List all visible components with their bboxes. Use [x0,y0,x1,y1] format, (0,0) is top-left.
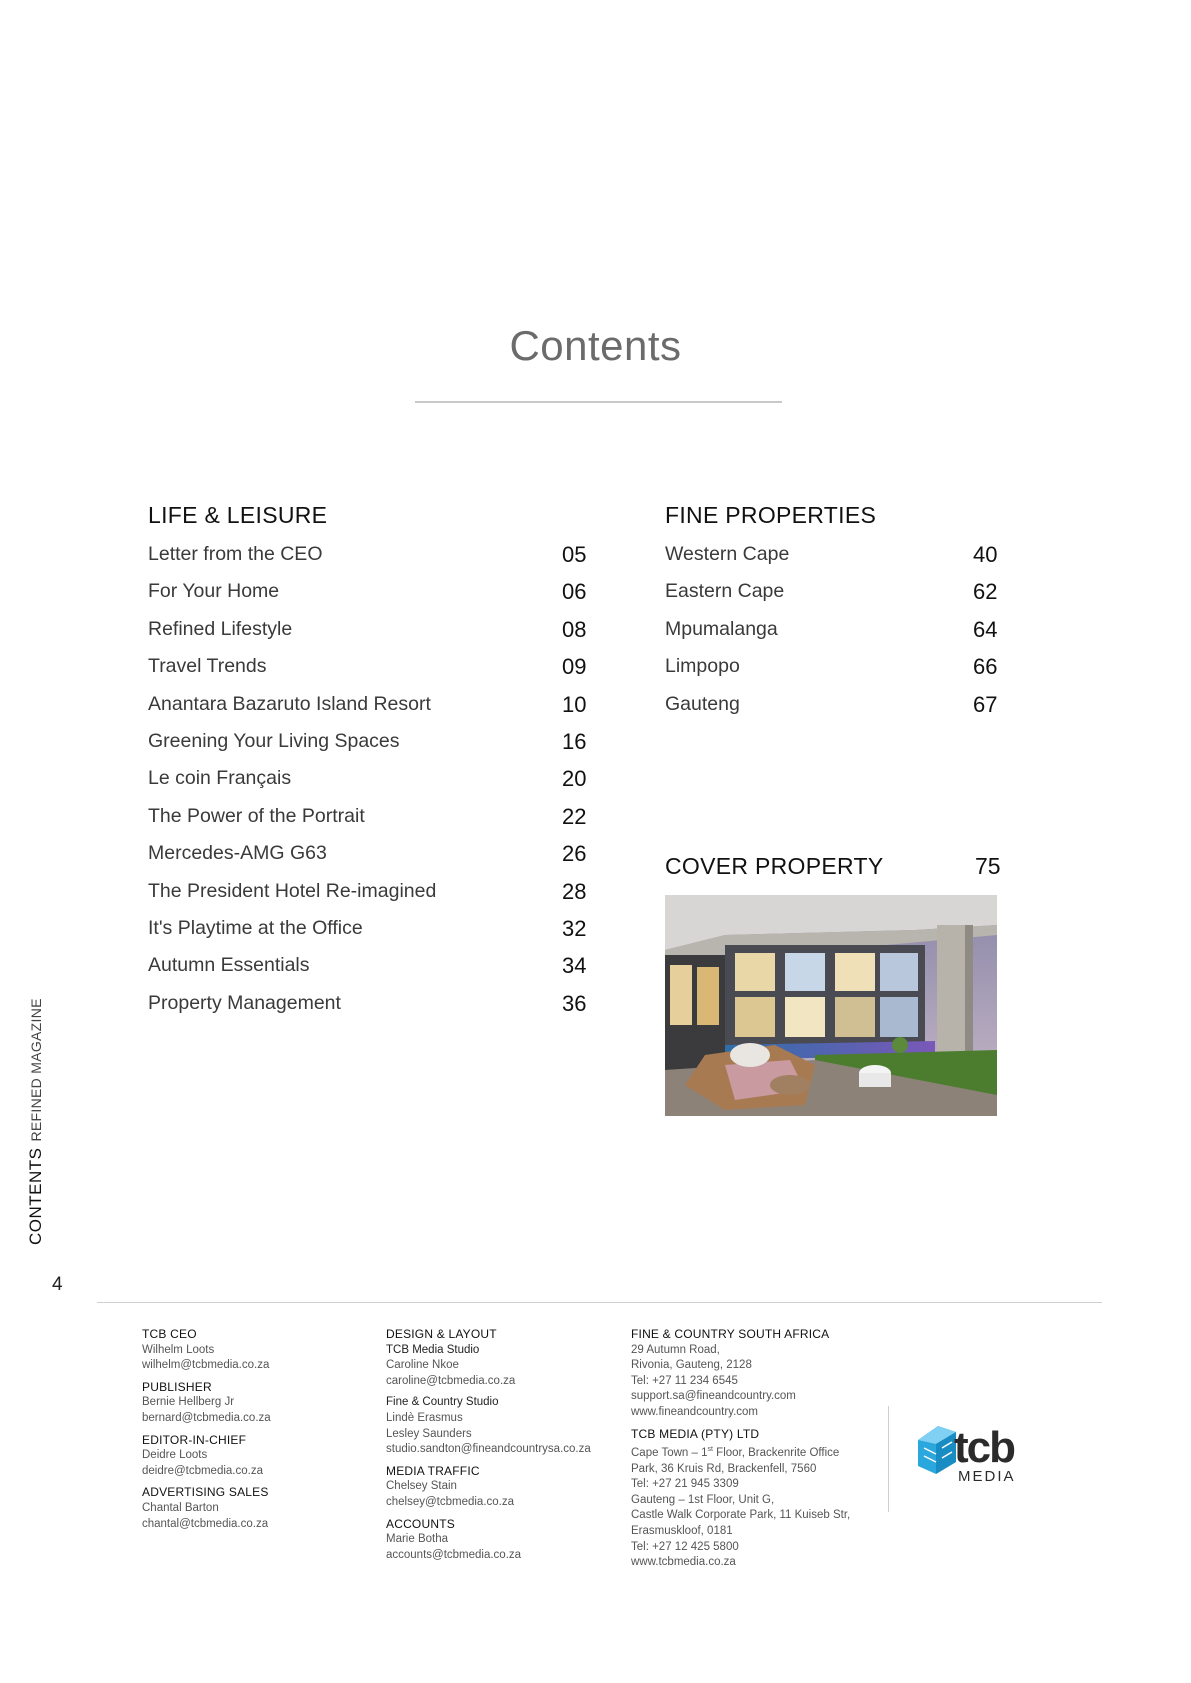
toc-item-title: Property Management [148,991,341,1014]
toc-item[interactable] [148,805,598,842]
toc-item[interactable] [148,580,598,617]
toc-item[interactable] [148,880,598,917]
footer-email[interactable]: accounts@tcbmedia.co.za [386,1548,522,1561]
toc-item-page: 32 [562,915,587,941]
tcb-media-logo-icon [916,1418,1040,1488]
footer-column-addresses [631,1327,850,1571]
toc-item[interactable] [148,842,598,879]
footer-address-sup: st [707,1446,713,1454]
footer-email[interactable]: bernard@tcbmedia.co.za [142,1411,271,1424]
footer-address-part: Cape Town – 1 [631,1446,708,1459]
toc-item-title: The Power of the Portrait [148,804,365,827]
footer-address: Castle Walk Corporate Park, 11 Kuiseb Str, [631,1509,851,1522]
page-title: Contents [509,322,682,369]
footer-website[interactable]: www.tcbmedia.co.za [631,1556,736,1569]
footer-phone: Tel: +27 11 234 6545 [631,1374,738,1387]
footer-email[interactable]: wilhelm@tcbmedia.co.za [142,1359,270,1372]
footer-heading: ADVERTISING SALES [142,1485,269,1500]
footer-email[interactable]: studio.sandton@fineandcountrysa.co.za [386,1443,591,1456]
toc-item-title: Autumn Essentials [148,954,310,977]
footer-phone: Tel: +27 21 945 3309 [631,1478,739,1491]
footer-email[interactable]: caroline@tcbmedia.co.za [386,1374,516,1387]
toc-item-page: 08 [562,616,587,642]
toc-item-title: Western Cape [665,543,790,565]
toc-item-title: Limpopo [665,655,740,678]
footer-heading: TCB CEO [142,1327,197,1341]
toc-item-title: Anantara Bazaruto Island Resort [148,692,431,715]
footer-heading: PUBLISHER [142,1379,212,1394]
toc-item-title: Mpumalanga [665,617,778,640]
toc-item[interactable] [665,618,1005,655]
footer-name: Marie Botha [386,1533,449,1546]
toc-item-page: 40 [973,542,998,567]
toc-list-fine-properties [665,543,1005,730]
logo-word: tcb [954,1423,1014,1472]
toc-item-page: 20 [562,766,587,792]
toc-item[interactable] [148,992,598,1029]
section-heading-life-leisure: LIFE & LEISURE [148,502,328,528]
tcb-media-logo [916,1418,1040,1488]
cover-property-page: 75 [975,853,1001,879]
toc-item-title: Le coin Français [148,767,292,790]
footer-column-design [386,1327,591,1563]
footer-address: Erasmuskloof, 0181 [631,1524,733,1537]
toc-item-page: 10 [562,691,587,717]
footer-studio: TCB Media Studio [386,1343,480,1356]
footer-name: Bernie Hellberg Jr [142,1396,235,1409]
footer-name: Caroline Nkoe [386,1359,459,1372]
footer-heading: TCB MEDIA (PTY) LTD [631,1426,760,1441]
toc-item[interactable] [148,954,598,991]
side-section-label [26,998,46,1245]
toc-item-title: Greening Your Living Spaces [148,729,400,752]
toc-item-page: 05 [562,542,587,567]
toc-item[interactable] [665,693,1005,730]
footer-phone: Tel: +27 12 425 5800 [631,1540,739,1553]
footer-name: Chantal Barton [142,1501,219,1514]
toc-item-title: It's Playtime at the Office [148,916,363,939]
footer-heading: ACCOUNTS [386,1516,455,1531]
toc-item-title: Eastern Cape [665,580,785,603]
footer-heading: FINE & COUNTRY SOUTH AFRICA [631,1327,830,1341]
footer-column-staff [142,1327,271,1532]
logo-sub: MEDIA [958,1468,1016,1485]
footer-email[interactable]: chelsey@tcbmedia.co.za [386,1495,515,1508]
toc-item-title: Travel Trends [148,655,267,678]
toc-item-page: 66 [973,654,998,680]
toc-item-page: 64 [973,616,998,642]
section-heading-cover-property: COVER PROPERTY [665,853,884,879]
toc-item-title: For Your Home [148,580,280,603]
footer-address-part: Floor, Brackenrite Office [712,1446,840,1459]
toc-item-title: Gauteng [665,692,740,715]
side-label-contents: CONTENTS [26,1147,45,1245]
footer-heading: MEDIA TRAFFIC [386,1463,480,1478]
toc-item-page: 16 [562,728,587,754]
toc-item[interactable] [148,618,598,655]
cover-property-image[interactable] [665,895,997,1116]
toc-item[interactable] [148,655,598,692]
footer-address: Park, 36 Kruis Rd, Brackenfell, 7560 [631,1462,817,1475]
footer-address: Gauteng – 1st Floor, Unit G, [631,1493,775,1506]
logo-divider [888,1406,889,1512]
footer-divider [97,1302,1102,1303]
side-label-magazine: REFINED MAGAZINE [28,998,44,1142]
toc-item[interactable] [665,655,1005,692]
title-divider [415,401,782,403]
toc-list-life-leisure [148,543,598,1029]
toc-item-title: Letter from the CEO [148,543,323,565]
toc-item-page: 22 [562,803,587,829]
toc-item-title: The President Hotel Re-imagined [148,879,437,902]
toc-item[interactable] [148,767,598,804]
footer-heading: EDITOR-IN-CHIEF [142,1432,247,1447]
footer-address: Rivonia, Gauteng, 2128 [631,1359,752,1372]
footer-website[interactable]: www.fineandcountry.com [631,1405,758,1418]
footer-address [631,1442,850,1461]
section-heading-fine-properties: FINE PROPERTIES [665,502,877,528]
toc-item-page: 09 [562,654,587,680]
toc-item[interactable] [148,693,598,730]
toc-item-title: Mercedes-AMG G63 [148,842,327,865]
footer-name: Wilhelm Loots [142,1343,215,1356]
footer-address: 29 Autumn Road, [631,1343,720,1356]
toc-item-page: 06 [562,579,587,605]
toc-item-page: 67 [973,691,998,717]
toc-item[interactable] [148,543,598,580]
footer-email[interactable]: deidre@tcbmedia.co.za [142,1464,263,1477]
toc-item[interactable] [148,917,598,954]
footer-email[interactable]: support.sa@fineandcountry.com [631,1390,796,1403]
toc-item[interactable] [148,730,598,767]
footer-name: Deidre Loots [142,1449,208,1462]
toc-item-page: 26 [562,841,587,867]
toc-item-page: 36 [562,990,587,1016]
footer-name: Lindè Erasmus [386,1411,463,1424]
toc-item[interactable] [665,543,1005,580]
footer-heading: DESIGN & LAYOUT [386,1327,497,1341]
footer-name: Chelsey Stain [386,1480,457,1493]
toc-item-page: 62 [973,579,998,605]
toc-item[interactable] [665,580,1005,617]
page-number: 4 [52,1274,63,1295]
toc-item-page: 28 [562,878,587,904]
toc-item-title: Refined Lifestyle [148,617,293,640]
footer-email[interactable]: chantal@tcbmedia.co.za [142,1517,269,1530]
footer-name: Lesley Saunders [386,1427,472,1440]
footer-studio: Fine & Country Studio [386,1396,499,1409]
toc-item-page: 34 [562,953,587,979]
